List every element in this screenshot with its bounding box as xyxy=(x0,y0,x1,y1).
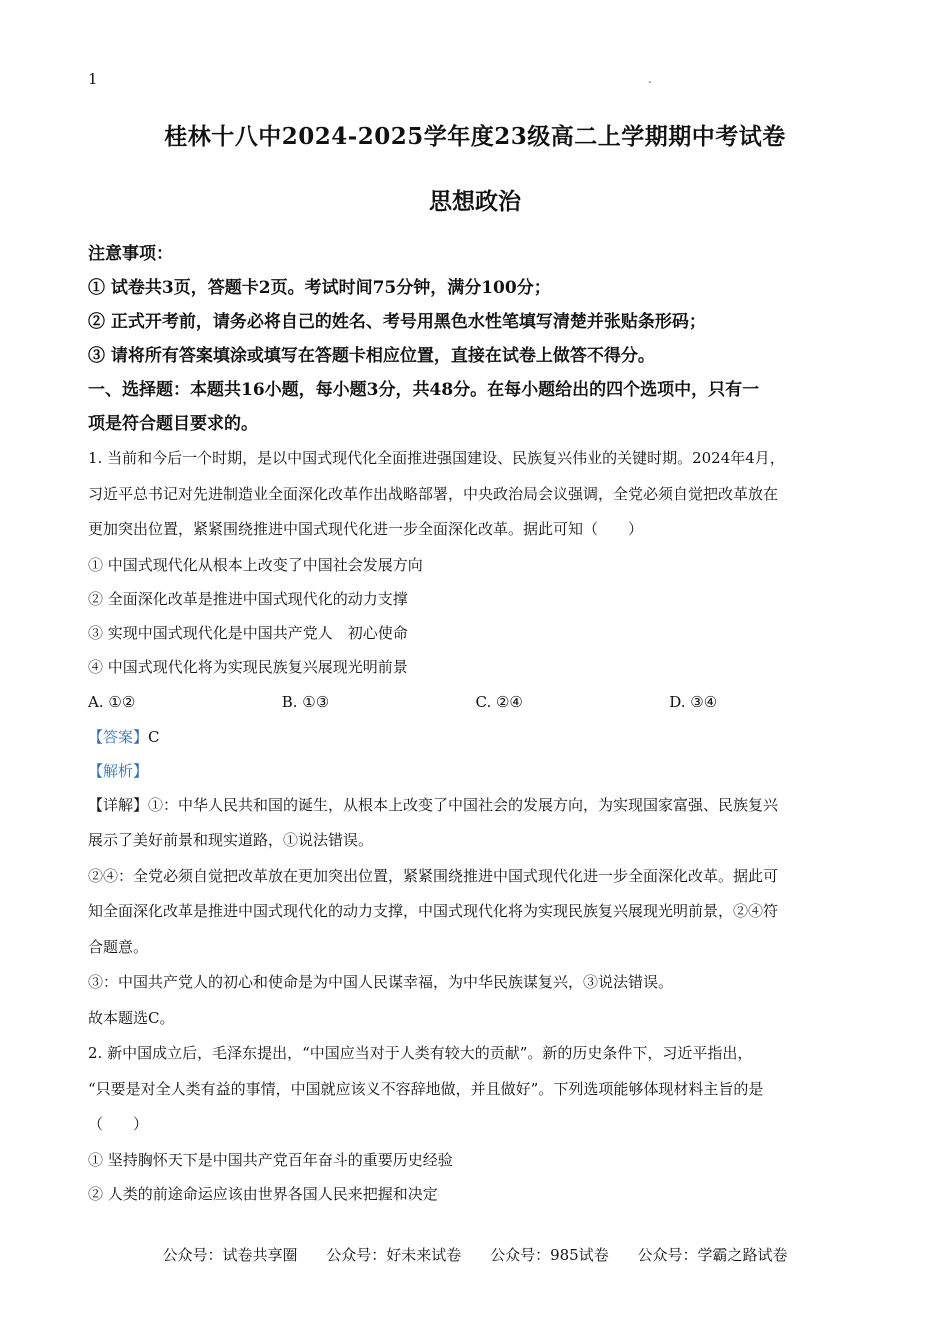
page-number: 1 xyxy=(88,70,98,88)
notice-heading: 注意事项： xyxy=(88,244,173,264)
footer xyxy=(0,1244,950,1265)
q2-option: ② 人类的前途命运应该由世界各国人民来把握和决定 xyxy=(88,1184,438,1203)
q2-stem: （ ） xyxy=(88,1115,149,1133)
q1-option: ① 中国式现代化从根本上改变了中国社会发展方向 xyxy=(88,555,423,574)
q1-option: ③ 实现中国式现代化是中国共产党人 初心使命 xyxy=(88,623,408,642)
q1-analysis: 展示了美好前景和现实道路，①说法错误。 xyxy=(88,831,374,849)
q1-option: ② 全面深化改革是推进中国式现代化的动力支撑 xyxy=(88,589,408,608)
q2-option: ① 坚持胸怀天下是中国共产党百年奋斗的重要历史经验 xyxy=(88,1150,453,1169)
answer-label: 【答案】 xyxy=(88,727,149,746)
q1-analysis: 知全面深化改革是推进中国式现代化的动力支撑，中国式现代化将为实现民族复兴展现光明前景，②④符 xyxy=(88,902,779,920)
q1-analysis: 合题意。 xyxy=(88,937,149,956)
q1-analysis: ②④：全党必须自觉把改革放在更加突出位置，紧紧围绕推进中国式现代化进一步全面深化改革。据此可 xyxy=(88,866,779,885)
section-heading-cont: 项是符合题目要求的。 xyxy=(88,414,258,434)
choice-a: A. ①② xyxy=(88,692,136,711)
section-heading: 一、选择题：本题共16小题，每小题3分，共48分。在每小题给出的四个选项中，只有一 xyxy=(88,380,760,400)
notice-item: ① 试卷共3页，答题卡2页。考试时间75分钟，满分100分； xyxy=(88,278,551,298)
footer-account: 公众号：试卷共享圈 xyxy=(162,1246,298,1264)
q1-stem: 习近平总书记对先进制造业全面深化改革作出战略部署，中央政治局会议强调，全党必须自觉把改革放在 xyxy=(88,484,779,503)
choice-b: B. ①③ xyxy=(281,692,330,711)
footer-account: 公众号：好未来试卷 xyxy=(326,1246,462,1264)
footer-account: 公众号：985试卷 xyxy=(490,1246,609,1264)
answer-value: C xyxy=(148,727,160,746)
q1-choices xyxy=(88,684,863,720)
q2-stem: 2. 新中国成立后，毛泽东提出，“中国应当对于人类有较大的贡献”。新的历史条件下，习近平指出， xyxy=(88,1044,753,1062)
footer-account: 公众号：学霸之路试卷 xyxy=(637,1246,788,1264)
exam-title: 桂林十八中2024-2025学年度23级高二上学期期中考试卷 xyxy=(164,123,786,150)
q2-stem: “只要是对全人类有益的事情，中国就应该义不容辞地做，并且做好”。下列选项能够体现材料主旨的是 xyxy=(88,1079,764,1098)
q1-stem: 更加突出位置，紧紧围绕推进中国式现代化进一步全面深化改革。据此可知（ ） xyxy=(88,520,644,538)
q1-answer xyxy=(88,720,863,754)
header-dot: . xyxy=(648,72,652,86)
q1-option: ④ 中国式现代化将为实现民族复兴展现光明前景 xyxy=(88,657,408,676)
q1-analysis: ③：中国共产党人的初心和使命是为中国人民谋幸福，为中华民族谋复兴，③说法错误。 xyxy=(88,973,674,991)
notice-item: ③ 请将所有答案填涂或填写在答题卡相应位置，直接在试卷上做答不得分。 xyxy=(88,346,655,366)
analysis-label: 【解析】 xyxy=(88,761,149,780)
choice-c: C. ②④ xyxy=(475,692,523,711)
choice-d: D. ③④ xyxy=(669,692,718,711)
exam-subject: 思想政治 xyxy=(429,188,521,215)
q1-analysis: 【详解】①：中华人民共和国的诞生，从根本上改变了中国社会的发展方向，为实现国家富强、民族复兴 xyxy=(88,795,779,814)
notice-item: ② 正式开考前，请务必将自己的姓名、考号用黑色水性笔填写清楚并张贴条形码； xyxy=(88,312,706,332)
exam-content xyxy=(88,237,863,1211)
q1-analysis: 故本题选C。 xyxy=(88,1008,175,1027)
q1-stem: 1. 当前和今后一个时期，是以中国式现代化全面推进强国建设、民族复兴伟业的关键时期。2024年4月， xyxy=(88,449,785,467)
